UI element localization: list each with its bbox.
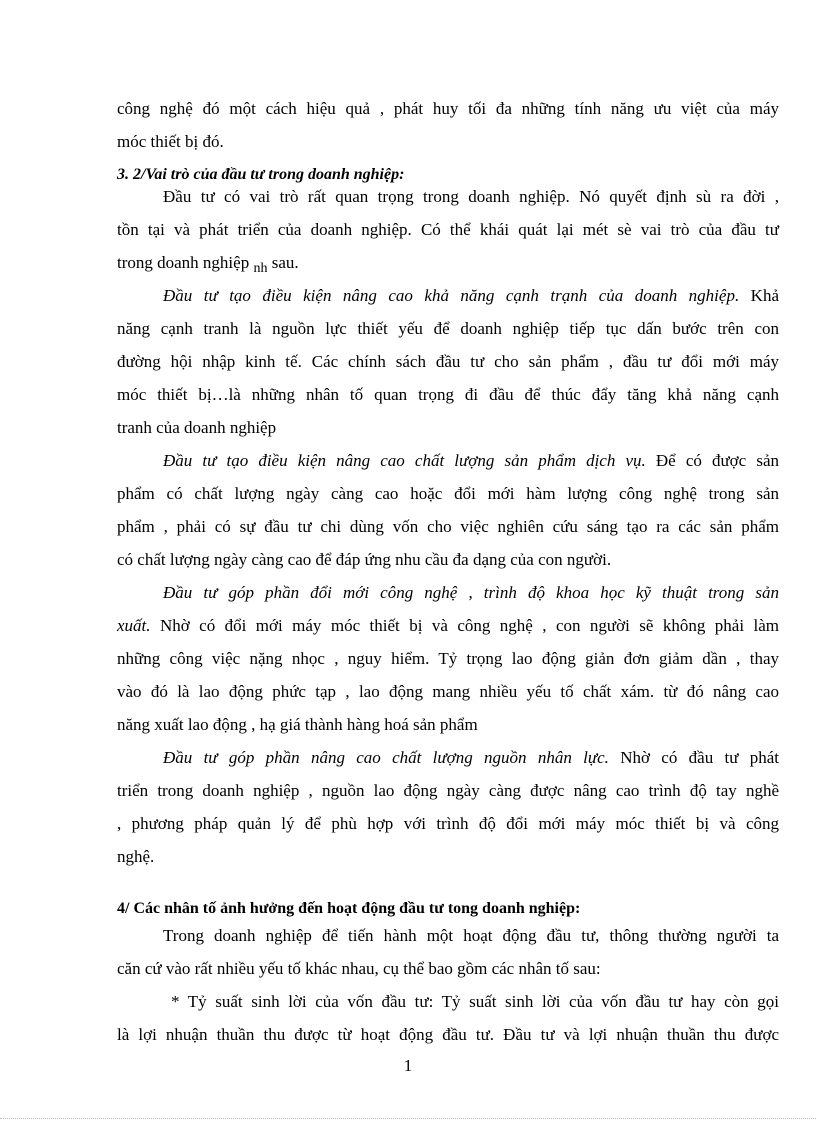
text-line: * Tỷ suất sinh lời của vốn đầu tư: Tỷ suất sinh lời của vốn đầu tư hay còn gọi [171, 992, 779, 1011]
text-line [117, 615, 779, 637]
text-line: đường hội nhập kinh tế. Các chính sách đầu tư cho sản phẩm , đầu tư đổi mới máy [117, 352, 779, 371]
text-line: công nghệ đó một cách hiệu quả , phát huy tối đa những tính năng ưu việt của máy [117, 99, 779, 118]
italic-lead: Đầu tư góp phần đổi mới công nghệ , trình độ khoa học kỹ thuật trong sản [163, 583, 779, 602]
text-line: những công việc nặng nhọc , nguy hiểm. Tỷ trọng lao động giản đơn giảm dần , thay [117, 649, 779, 668]
italic-lead: Đầu tư góp phần nâng cao chất lượng nguồn nhân lực. [163, 748, 609, 767]
text-line: vào đó là lao động phức tạp , lao động mang nhiều yếu tố chất xám. từ đó nâng cao [117, 682, 779, 701]
text-fragment: Để có được sản [645, 451, 779, 470]
text-line: móc thiết bị đó. [117, 132, 224, 151]
text-line [163, 747, 779, 769]
section-heading-4: 4/ Các nhân tố ảnh hưởng đến hoạt động đầu tư tong doanh nghiệp: [117, 900, 581, 917]
text-line: năng xuất lao động , hạ giá thành hàng hoá sản phẩm [117, 715, 478, 734]
section-heading-3-2: 3. 2/Vai trò của đầu tư trong doanh nghiệp: [117, 166, 405, 183]
text-line: là lợi nhuận thuần thu được từ hoạt động đầu tư. Đầu tư và lợi nhuận thuần thu được [117, 1025, 779, 1044]
page-number: 1 [403, 1056, 413, 1075]
text-line: triển trong doanh nghiệp , nguồn lao động ngày càng được nâng cao trình độ tay nghề [117, 781, 779, 800]
italic-lead: xuất. [117, 616, 151, 635]
text-fragment: trong doanh nghiệp [117, 253, 250, 272]
text-line: nghệ. [117, 847, 155, 866]
text-fragment: Nhờ có đổi mới máy móc thiết bị và công nghệ , con người sẽ không phải làm [150, 616, 779, 635]
text-fragment: nh [253, 261, 268, 276]
text-line: tồn tại và phát triển của doanh nghiệp. Có thể khái quát lại mét sè vai trò của đầu tư [117, 220, 779, 239]
text-line: phẩm , phải có sự đầu tư chi dùng vốn cho việc nghiên cứu sáng tạo ra các sản phẩm [117, 517, 779, 536]
italic-lead: Đầu tư tạo điều kiện nâng cao chất lượng sản phẩm dịch vụ. [163, 451, 646, 470]
text-line: năng cạnh tranh là nguồn lực thiết yếu để doanh nghiệp tiếp tục dấn bước trên con [117, 319, 779, 338]
text-fragment: Khả [739, 286, 779, 305]
text-line: , phương pháp quản lý để phù hợp với trình độ đổi mới máy móc thiết bị và công [117, 814, 779, 833]
text-line [163, 450, 779, 472]
page-bottom-border [0, 1118, 816, 1119]
text-line: tranh của doanh nghiệp [117, 418, 277, 437]
italic-lead: Đầu tư tạo điều kiện nâng cao khả năng cạnh trạnh của doanh nghiệp. [163, 286, 740, 305]
text-line [163, 582, 779, 604]
text-fragment: Nhờ có đầu tư phát [608, 748, 779, 767]
text-line [117, 252, 779, 276]
text-line: Trong doanh nghiệp để tiến hành một hoạt động đầu tư, thông thường người ta [163, 926, 779, 945]
text-fragment: sau. [271, 253, 299, 272]
text-line: có chất lượng ngày càng cao để đáp ứng nhu cầu đa dạng của con người. [117, 550, 612, 569]
text-line: căn cứ vào rất nhiều yếu tố khác nhau, cụ thể bao gồm các nhân tố sau: [117, 959, 601, 978]
text-line: móc thiết bị…là những nhân tố quan trọng đi đầu để thúc đẩy tăng khả năng cạnh [117, 385, 779, 404]
text-line [163, 285, 779, 307]
text-line: Đầu tư có vai trò rất quan trọng trong doanh nghiệp. Nó quyết định sù ra đời , [163, 187, 779, 206]
text-line: phẩm có chất lượng ngày càng cao hoặc đổi mới hàm lượng công nghệ trong sản [117, 484, 779, 503]
